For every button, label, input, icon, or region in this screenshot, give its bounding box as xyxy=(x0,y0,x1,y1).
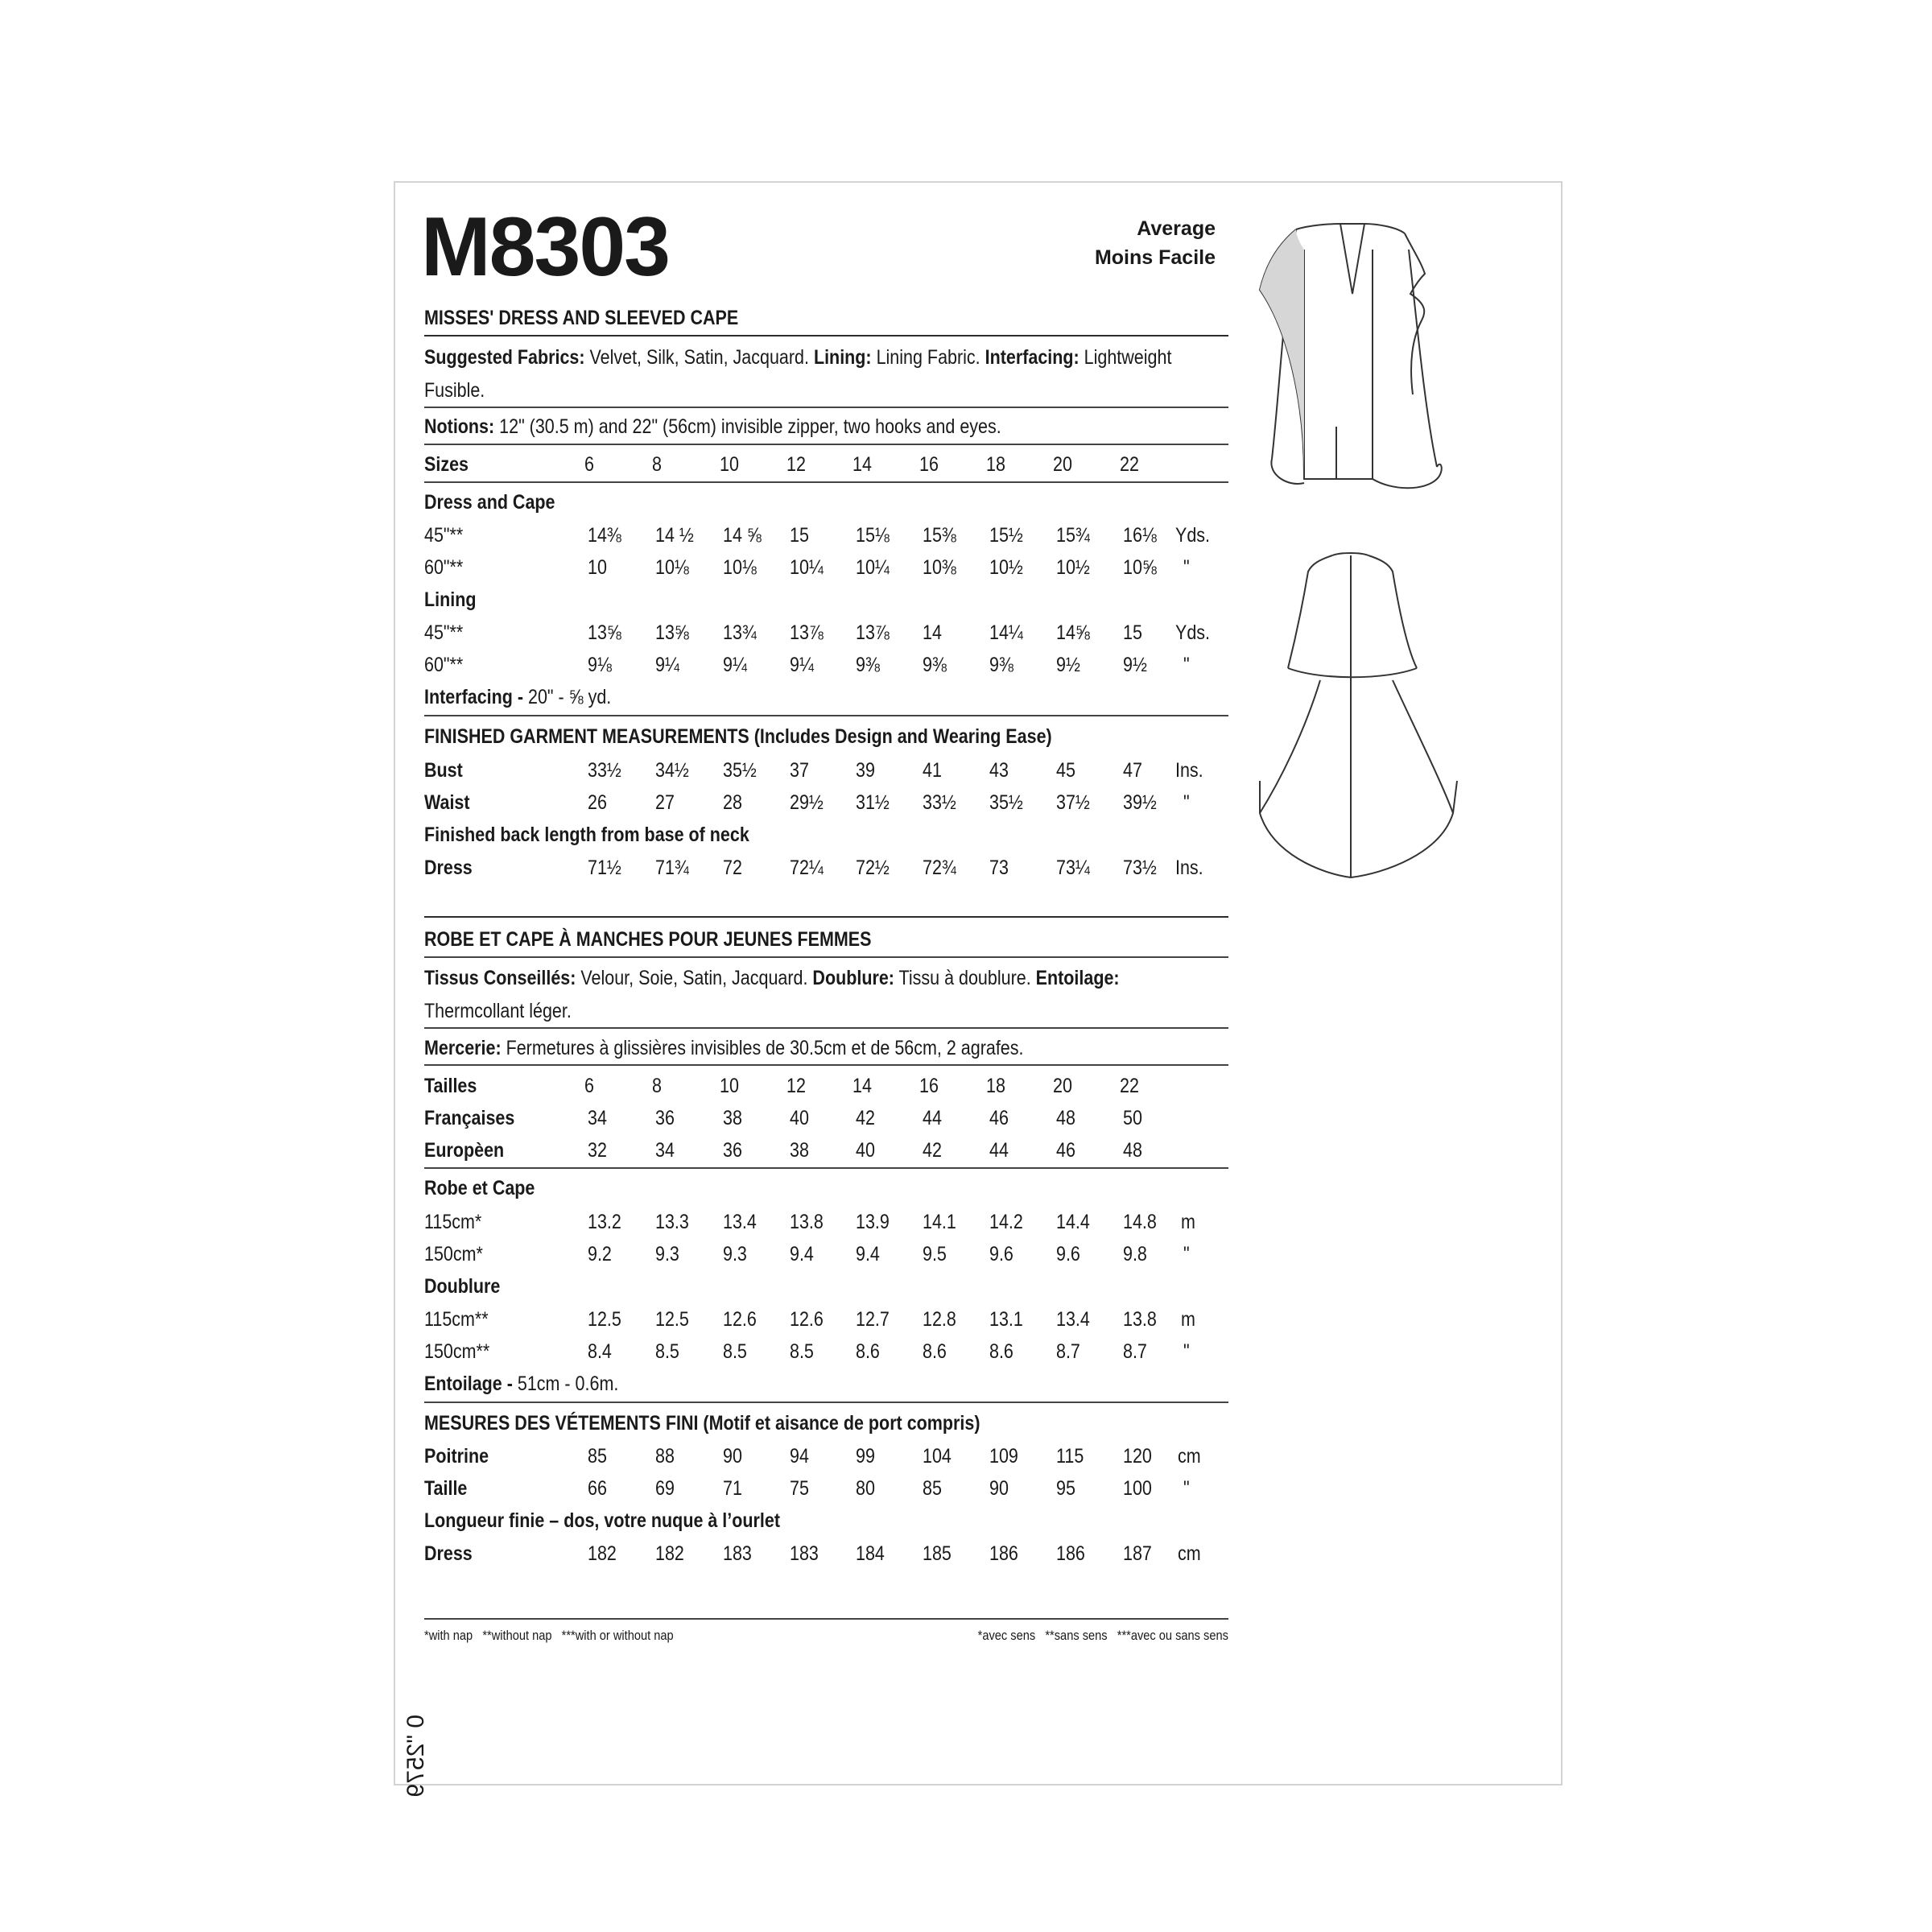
back-length-label: Finished back length from base of neck xyxy=(424,824,749,846)
english-measurements-title: FINISHED GARMENT MEASUREMENTS (Includes Design and Wearing Ease) xyxy=(424,725,1052,748)
doublure-label: Doublure xyxy=(424,1275,501,1298)
divider xyxy=(424,956,1228,958)
lining-label: Lining xyxy=(424,588,477,611)
divider xyxy=(424,1167,1228,1169)
table-row: 150cm* 9.2 9.3 9.3 9.4 9.4 9.5 9.6 9.6 9.8 " xyxy=(424,1243,1190,1265)
barcode-number: 0 "2579 xyxy=(402,1715,429,1798)
divider xyxy=(424,1402,1228,1403)
table-row: Waist 26 27 28 29½ 31½ 33½ 35½ 37½ 39½ " xyxy=(424,791,1190,814)
divider xyxy=(424,715,1228,716)
divider xyxy=(424,407,1228,408)
english-fabrics: Suggested Fabrics: Velvet, Silk, Satin, Jacquard. Lining: Lining Fabric. Interfacing: Lightweight xyxy=(424,346,1172,369)
table-row: 60"** 9⅛ 9¼ 9¼ 9¼ 9⅜ 9⅜ 9⅜ 9½ 9½ " xyxy=(424,654,1190,676)
table-row: Poitrine 85 88 90 94 99 104 109 115 120 cm xyxy=(424,1445,1201,1468)
table-row: 60"** 10 10⅛ 10⅛ 10¼ 10¼ 10⅜ 10½ 10½ 10⅝ " xyxy=(424,556,1190,579)
table-row: Dress 182 182 183 183 184 185 186 186 187 cm xyxy=(424,1542,1201,1565)
interfacing-amount: Interfacing - 20" - ⅝ yd. xyxy=(424,686,612,708)
robe-cape-label: Robe et Cape xyxy=(424,1177,535,1199)
table-row: Taille 66 69 71 75 80 85 90 95 100 " xyxy=(424,1477,1190,1500)
table-row: 115cm** 12.5 12.5 12.6 12.6 12.7 12.8 13.1 13.4 13.8 m xyxy=(424,1308,1195,1331)
english-title: MISSES' DRESS AND SLEEVED CAPE xyxy=(424,307,739,329)
divider xyxy=(424,444,1228,445)
difficulty-en: Average xyxy=(1137,217,1216,240)
sizes-row: Françaises 34 36 38 40 42 44 46 48 50 xyxy=(424,1107,1142,1129)
sizes-row: Tailles 6 8 10 12 14 16 18 20 22 xyxy=(424,1075,1139,1097)
french-title: ROBE ET CAPE À MANCHES POUR JEUNES FEMMES xyxy=(424,928,872,951)
difficulty-fr: Moins Facile xyxy=(1094,246,1216,269)
back-view-sketch xyxy=(1260,553,1457,877)
footnote-fr: *avec sens **sans sens ***avec ou sans sens xyxy=(977,1628,1228,1643)
divider xyxy=(424,916,1228,918)
divider xyxy=(424,335,1228,336)
difficulty-label xyxy=(1006,214,1216,272)
table-row: 45"** 14⅜ 14 ½ 14 ⅝ 15 15⅛ 15⅜ 15½ 15¾ 16⅛ Yds. xyxy=(424,524,1211,547)
french-notions: Mercerie: Fermetures à glissières invisibles de 30.5cm et de 56cm, 2 agrafes. xyxy=(424,1037,1024,1059)
french-measurements-title: MESURES DES VÉTEMENTS FINI (Motif et aisance de port compris) xyxy=(424,1412,980,1435)
footnote-en: *with nap **without nap ***with or without nap xyxy=(424,1628,674,1643)
pattern-code: M8303 xyxy=(421,200,669,294)
garment-illustrations xyxy=(1256,201,1473,894)
dress-cape-label: Dress and Cape xyxy=(424,491,555,514)
table-row: 150cm** 8.4 8.5 8.5 8.5 8.6 8.6 8.6 8.7 8.7 " xyxy=(424,1340,1190,1363)
divider xyxy=(424,481,1228,483)
longueur-label: Longueur finie – dos, votre nuque à l’ourlet xyxy=(424,1509,780,1532)
divider xyxy=(424,1027,1228,1029)
divider xyxy=(424,1064,1228,1066)
english-fabrics-cont: Fusible. xyxy=(424,379,485,402)
sizes-row: Sizes 6 8 10 12 14 16 18 20 22 xyxy=(424,453,1139,476)
table-row: Dress 71½ 71¾ 72 72¼ 72½ 72¾ 73 73¼ 73½ Ins. xyxy=(424,857,1203,879)
french-fabrics: Tissus Conseillés: Velour, Soie, Satin, Jacquard. Doublure: Tissu à doublure. Entoilage: xyxy=(424,967,1120,989)
entoilage-amount: Entoilage - 51cm - 0.6m. xyxy=(424,1373,619,1395)
french-fabrics-cont: Thermcollant léger. xyxy=(424,1000,572,1022)
table-row: 115cm* 13.2 13.3 13.4 13.8 13.9 14.1 14.2 14.4 14.8 m xyxy=(424,1211,1195,1233)
english-notions: Notions: 12" (30.5 m) and 22" (56cm) invisible zipper, two hooks and eyes. xyxy=(424,415,1001,438)
table-row: Bust 33½ 34½ 35½ 37 39 41 43 45 47 Ins. xyxy=(424,759,1203,782)
sizes-row: Europèen 32 34 36 38 40 42 44 46 48 xyxy=(424,1139,1142,1162)
divider xyxy=(424,1618,1228,1620)
table-row: 45"** 13⅝ 13⅝ 13¾ 13⅞ 13⅞ 14 14¼ 14⅝ 15 Yds. xyxy=(424,621,1211,644)
